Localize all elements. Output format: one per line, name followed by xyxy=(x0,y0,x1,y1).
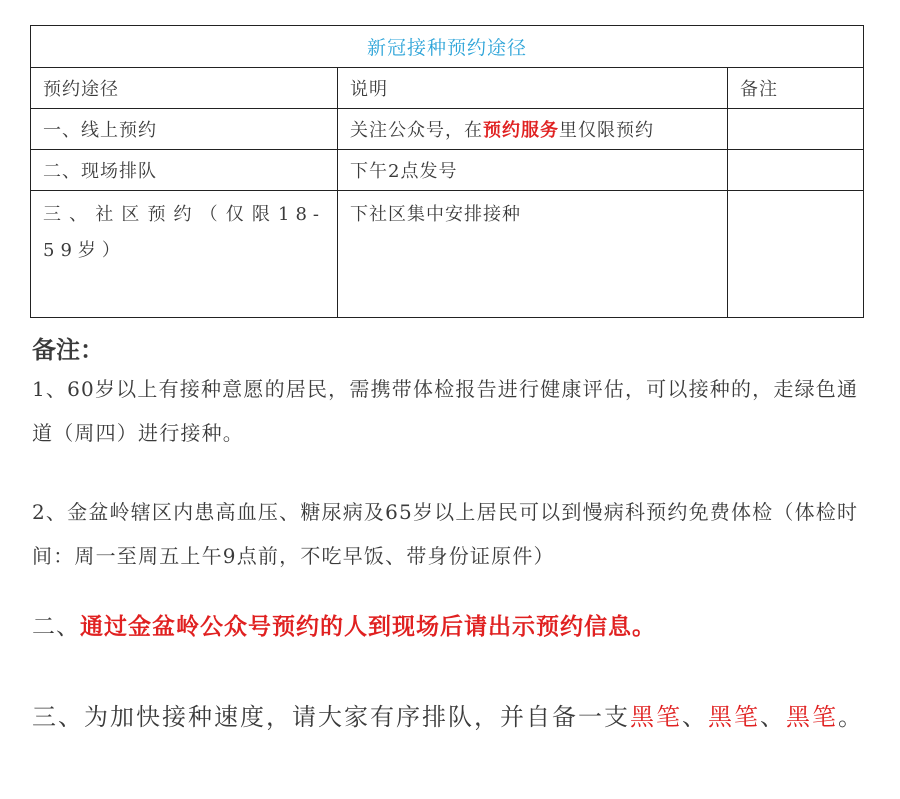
row-description-cell xyxy=(338,109,728,150)
note-item-2: 2、金盆岭辖区内患高血压、糖尿病及65岁以上居民可以到慢病科预约免费体检（体检时间：周一至周五上午9点前，不吃早饭、带身份证原件） xyxy=(32,500,859,568)
black-pen-highlight: 黑笔 xyxy=(708,703,760,731)
table-title: 新冠接种预约途径 xyxy=(31,26,864,68)
row-way-cell: 一、线上预约 xyxy=(31,109,338,150)
column-header-description: 说明 xyxy=(338,68,728,109)
point-three-text: 三、为加快接种速度，请大家有序排队，并自备一支 xyxy=(32,703,630,731)
row-remarks-cell xyxy=(728,109,864,150)
notes-heading: 备注： xyxy=(32,335,104,364)
period: 。 xyxy=(838,703,864,731)
point-two xyxy=(32,608,656,641)
separator: 、 xyxy=(682,703,708,731)
row-remarks-cell xyxy=(728,191,864,318)
column-header-way: 预约途径 xyxy=(31,68,338,109)
row-way-cell: 三、社区预约（仅限18-59岁） xyxy=(31,191,338,318)
row-description-cell: 下社区集中安排接种 xyxy=(338,191,728,318)
table-row xyxy=(31,191,864,318)
separator: 、 xyxy=(760,703,786,731)
row-way-cell: 二、现场排队 xyxy=(31,150,338,191)
black-pen-highlight: 黑笔 xyxy=(786,703,838,731)
row-description-cell: 下午2点发号 xyxy=(338,150,728,191)
table-row xyxy=(31,109,864,150)
column-header-remarks: 备注 xyxy=(728,68,864,109)
vaccination-booking-table xyxy=(30,25,864,318)
point-two-prefix: 二、 xyxy=(32,614,80,640)
black-pen-highlight: 黑笔 xyxy=(630,703,682,731)
booking-service-highlight: 预约服务 xyxy=(483,120,559,141)
note-item-1: 1、60岁以上有接种意愿的居民，需携带体检报告进行健康评估，可以接种的，走绿色通道（周四）进行接种。 xyxy=(32,377,859,445)
row-remarks-cell xyxy=(728,150,864,191)
description-text: 里仅限预约 xyxy=(559,120,654,141)
description-text: 关注公众号，在 xyxy=(350,120,483,141)
point-two-text: 通过金盆岭公众号预约的人到现场后请出示预约信息。 xyxy=(80,613,656,640)
point-three xyxy=(32,693,877,741)
table-row xyxy=(31,150,864,191)
